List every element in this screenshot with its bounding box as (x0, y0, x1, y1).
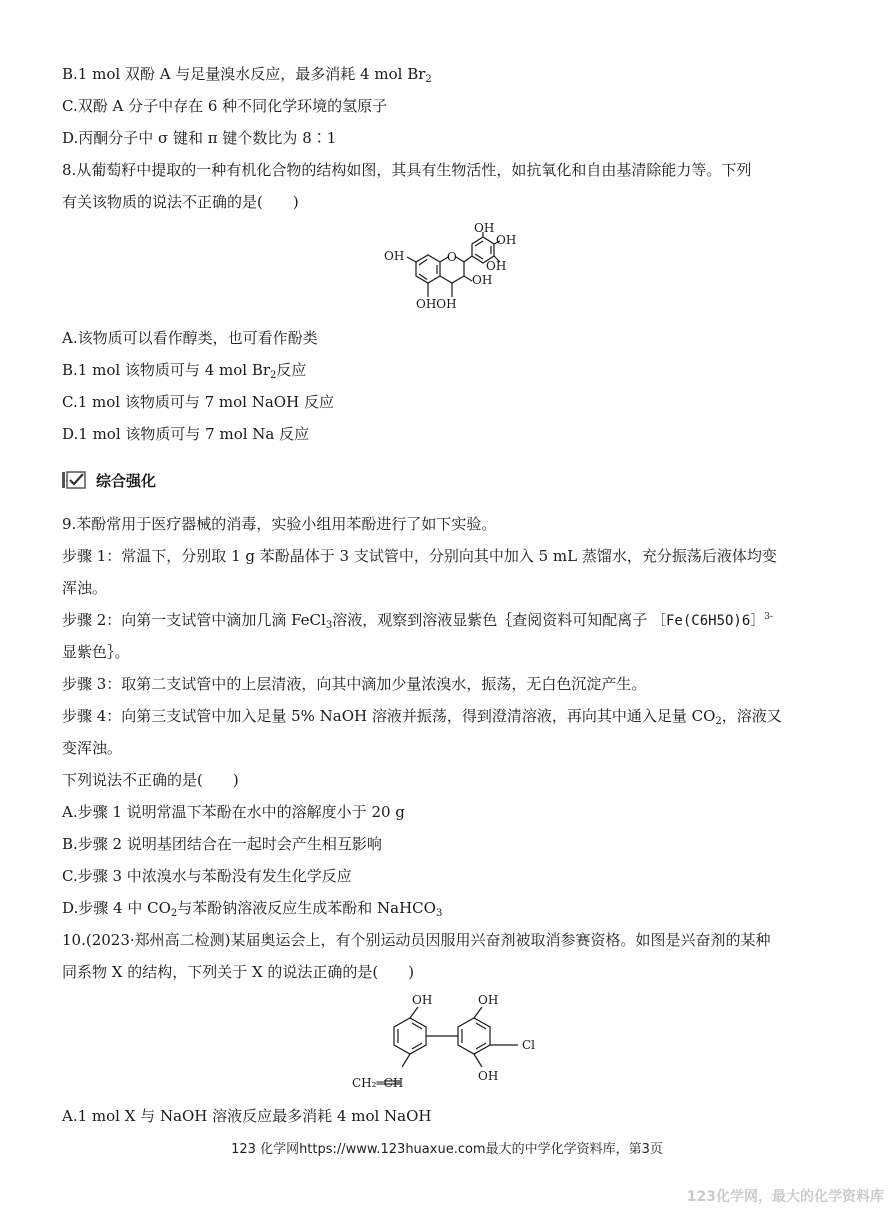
section-check-icon (62, 470, 88, 490)
q9-stem: 9.苯酚常用于医疗器械的消毒，实验小组用苯酚进行了如下实验。 (62, 515, 497, 533)
vinyl-label: CH₂═CH (352, 1076, 404, 1090)
q8-option-c: C.1 mol 该物质可与 7 mol NaOH 反应 (62, 393, 334, 411)
ring-a (416, 255, 440, 283)
oh-label-3p: OH (474, 222, 495, 235)
left-ring (394, 1018, 426, 1054)
q9-option-a: A.步骤 1 说明常温下苯酚在水中的溶解度小于 20 g (62, 803, 405, 821)
q9-step2-line2: 显紫色｝。 (62, 643, 130, 661)
ring-oxygen-label: O (447, 250, 457, 264)
q9-step1-line2: 浑浊。 (62, 579, 108, 597)
q10-stem-line2: 同系物 X 的结构，下列关于 X 的说法正确的是( ) (62, 963, 415, 981)
q7-option-d: D.丙酮分子中 σ 键和 π 键个数比为 8∶1 (62, 129, 337, 147)
q9-step2-line1: 步骤 2：向第一支试管中滴加几滴 FeCl$_3$溶液，观察到溶液显紫色｛查阅资料可知配离子 ［Fe(C6H5O)6］$^{3-}$ (62, 611, 774, 631)
section-header (62, 468, 156, 492)
oh-label-7: OH (384, 249, 405, 263)
q9-question: 下列说法不正确的是( ) (62, 771, 239, 789)
oh-label-5p: OH (486, 259, 507, 273)
q7-option-c: C.双酚 A 分子中存在 6 种不同化学环境的氢原子 (62, 97, 388, 115)
q10-stem-line1: 10.(2023·郑州高二检测)某届奥运会上，有个别运动员因服用兴奋剂被取消参赛资格。如图是兴奋剂的某种 (62, 931, 771, 949)
oh-label-4p: OH (496, 233, 517, 247)
page-footer: 123 化学网https://www.123huaxue.com最大的中学化学资料库，第3页 (231, 1142, 663, 1157)
q8-stem-line1: 8.从葡萄籽中提取的一种有机化合物的结构如图，其具有生物活性，如抗氧化和自由基清除能力等。下列 (62, 161, 752, 179)
q9-option-c: C.步骤 3 中浓溴水与苯酚没有发生化学反应 (62, 867, 352, 885)
q8-stem-line2: 有关该物质的说法不正确的是( ) (62, 193, 299, 211)
q9-step3: 步骤 3：取第二支试管中的上层清液，向其中滴加少量浓溴水，振荡，无白色沉淀产生。 (62, 675, 647, 693)
oh-label-3: OH (472, 273, 493, 287)
q9-step4-line2: 变浑浊。 (62, 739, 123, 757)
q8-option-d: D.1 mol 该物质可与 7 mol Na 反应 (62, 425, 310, 443)
right-ring (458, 1018, 490, 1054)
q7-option-b: B.1 mol 双酚 A 与足量溴水反应，最多消耗 4 mol $Br_2$ (62, 65, 432, 85)
q8-option-b: B.1 mol 该物质可与 4 mol $Br_2$反应 (62, 361, 307, 381)
q9-step4-line1: 步骤 4：向第三支试管中加入足量 5% NaOH 溶液并振荡，得到澄清溶液，再向其中通入足量 $CO_2$，溶液又 (62, 707, 782, 727)
oh-label-right-bottom: OH (478, 1069, 499, 1083)
q9-option-b: B.步骤 2 说明基团结合在一起时会产生相互影响 (62, 835, 382, 853)
chloro-label: Cl (522, 1038, 536, 1052)
q9-step1-line1: 步骤 1：常温下，分别取 1 g 苯酚晶体于 3 支试管中，分别向其中加入 5 mL 蒸馏水，充分振荡后液体均变 (62, 547, 777, 565)
watermark: 123化学网，最大的化学资料库 (686, 1189, 884, 1205)
q9-option-d: D.步骤 4 中 $CO_2$与苯酚钠溶液反应生成苯酚和 NaHCO$_3$ (62, 899, 443, 919)
oh-oh-label: OHOH (416, 297, 457, 311)
complex-ion-formula: ［Fe(C6H5O)6］ (652, 613, 765, 629)
oh-label-left-top: OH (412, 993, 433, 1007)
q10-option-a: A.1 mol X 与 NaOH 溶液反应最多消耗 4 mol NaOH (62, 1107, 432, 1125)
q10-structure-diagram (346, 990, 556, 1100)
section-title: 综合强化 (96, 471, 157, 490)
q8-structure-diagram (380, 222, 520, 322)
q8-option-a: A.该物质可以看作醇类，也可看作酚类 (62, 329, 318, 347)
oh-label-right-top: OH (478, 993, 499, 1007)
